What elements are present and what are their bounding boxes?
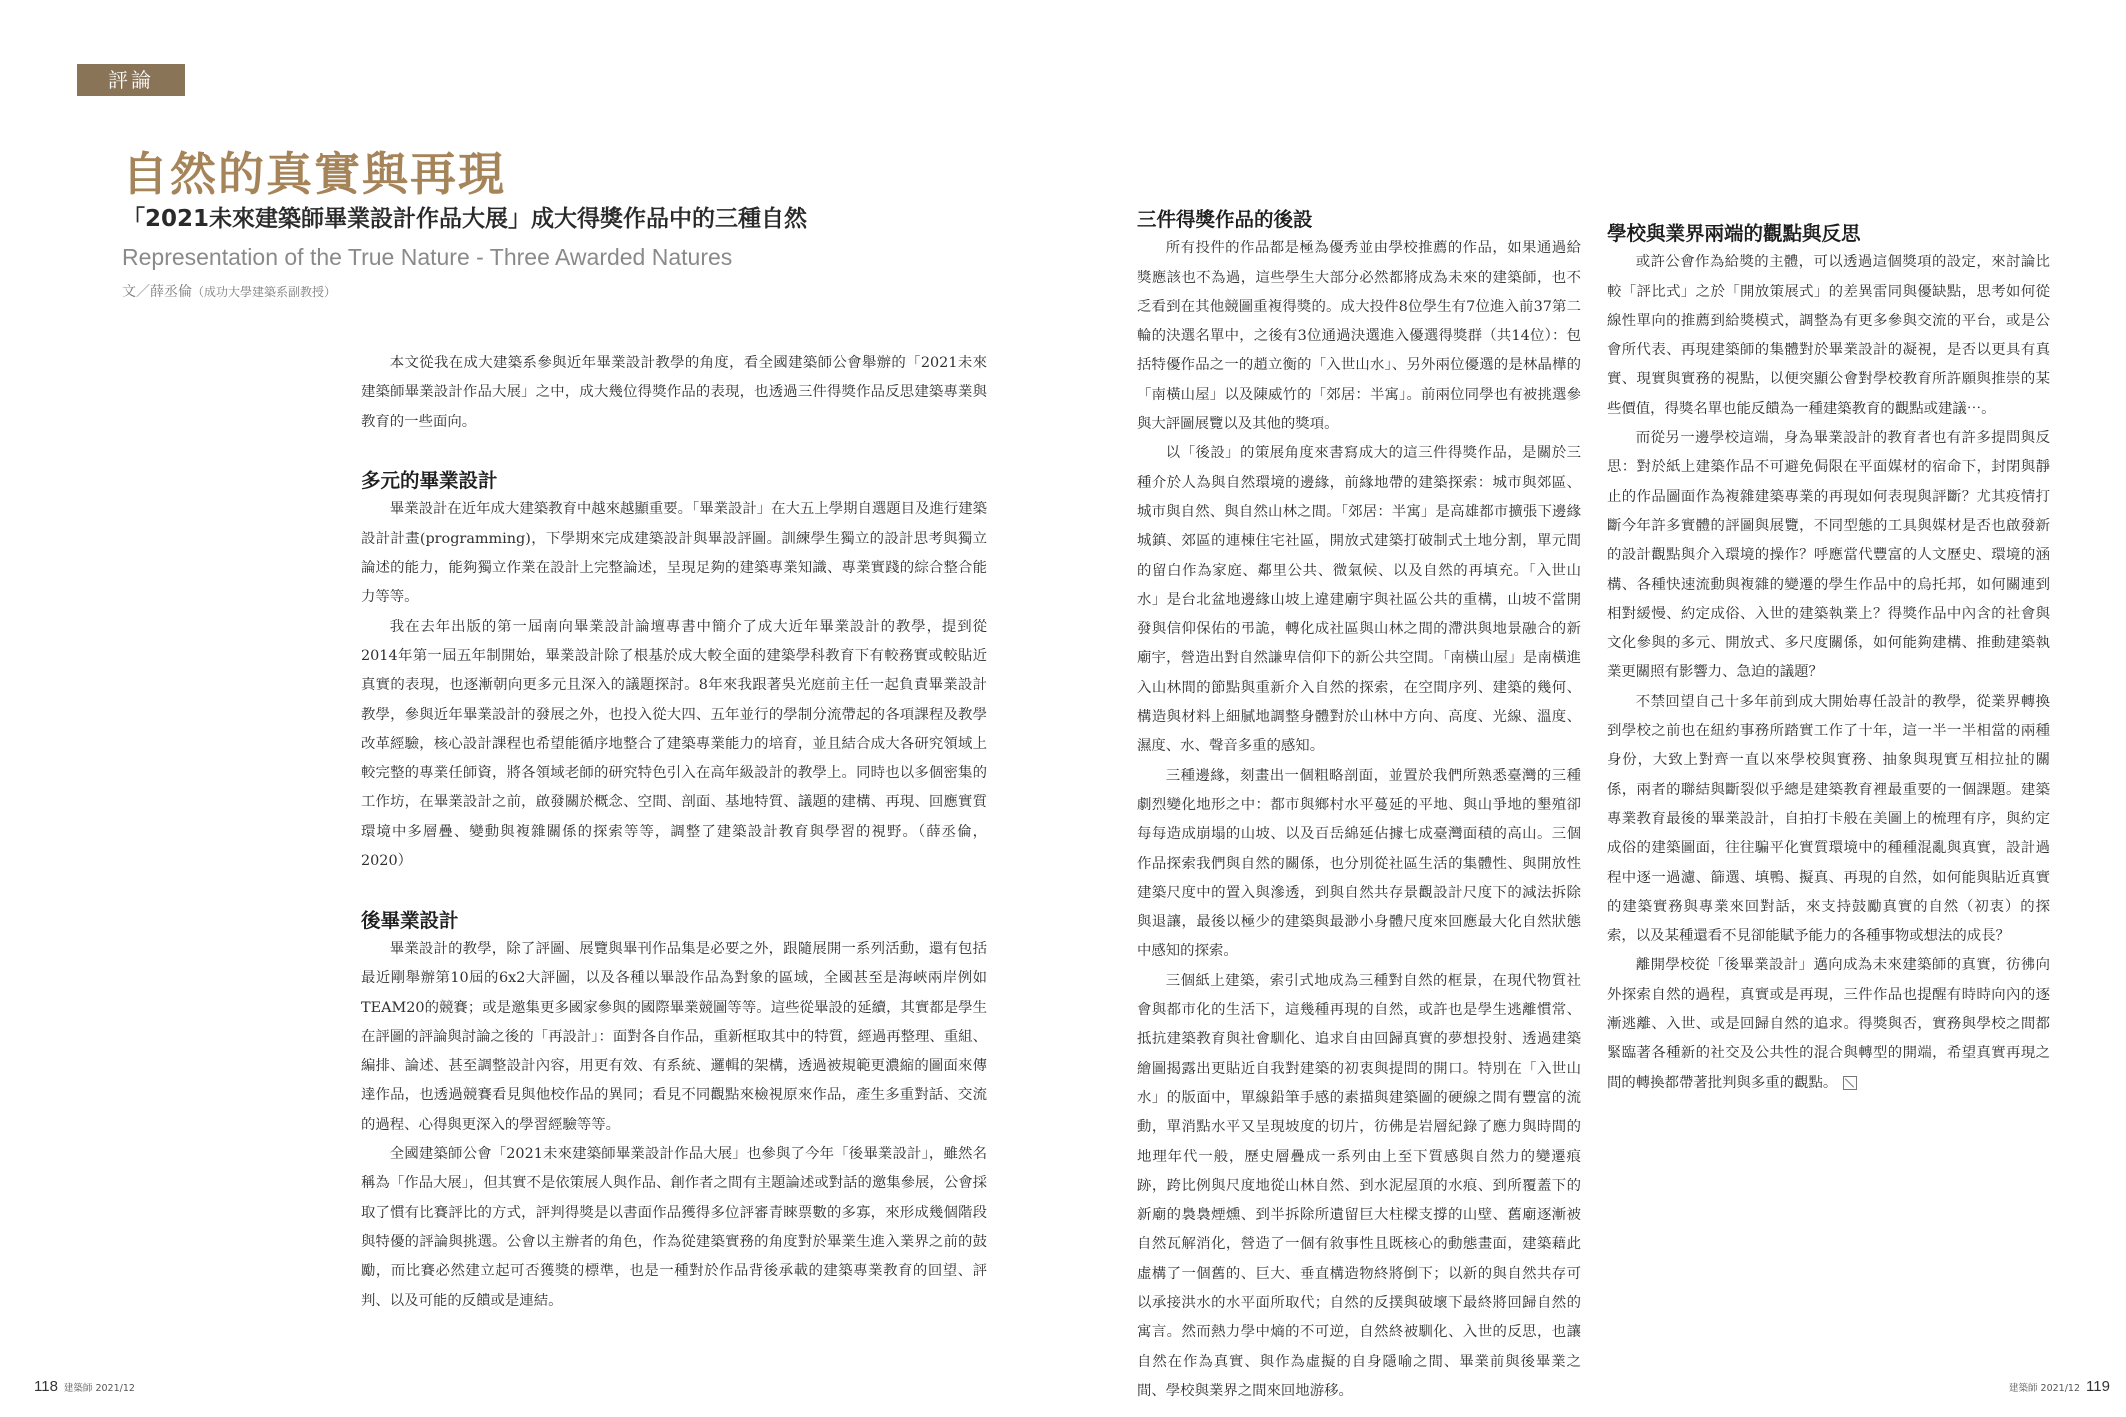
folio-left: [34, 1378, 141, 1395]
end-mark-icon: [1843, 1076, 1857, 1090]
section-heading-post-graduation: 後畢業設計: [361, 908, 459, 932]
page-number: 119: [2086, 1378, 2110, 1395]
section-heading-perspectives: 學校與業界兩端的觀點與反思: [1607, 222, 1861, 245]
article-title: 自然的真實與再現: [122, 147, 506, 201]
byline-affiliation: （成功大學建築系副教授）: [192, 285, 337, 299]
folio-right: [2003, 1378, 2110, 1395]
paragraph-text: 離開學校從「後畢業設計」邁向成為未來建築師的真實，彷彿向外探索自然的過程，真實或是再現，三件作品也提醒有時時向內的逐漸逃離、入世、或是回歸自然的追求。得獎與否，實務與學校之間都緊臨著各種新的社交及公共性的混合與轉型的開端，希望真實再現之間的轉換都帶著批判與多重的觀點。: [1607, 957, 2050, 1091]
section-tag: 評論: [77, 64, 185, 96]
section-heading-meta: 三件得獎作品的後設: [1137, 208, 1313, 231]
paragraph: 以「後設」的策展角度來書寫成大的這三件得獎作品，是關於三種介於人為與自然環境的邊緣，前緣地帶的建築探索：城市與郊區、城市與自然、與自然山林之間。「郊居：半寓」是高雄都市擴張下邊緣城鎮、郊區的連棟住宅社區，開放式建築打破制式土地分割，單元間的留白作為家庭、鄰里公共、微氣候、以及自然的再填充。「入世山水」是台北盆地邊緣山坡上違建廟宇與社區公共的重構，山坡不當開發與信仰保佑的弔詭，轉化成社區與山林之間的滯洪與地景融合的新廟宇，營造出對自然謙卑信仰下的新公共空間。「南橫山屋」是南橫進入山林間的節點與重新介入自然的探索，在空間序列、建築的幾何、構造與材料上細膩地調整身體對於山林中方向、高度、光線、溫度、濕度、水、聲音多重的感知。: [1137, 445, 1581, 755]
paragraph: 所有投件的作品都是極為優秀並由學校推薦的作品，如果通過給獎應該也不為過，這些學生大部分必然都將成為未來的建築師，也不乏看到在其他競圖重複得獎的。成大投件8位學生有7位進入前37第二輪的決選名單中，之後有3位通過決選進入優選得獎群（共14位）：包括特優作品之一的趙立衡的「入世山水」、另外兩位優選的是林晶樺的「南橫山屋」以及陳威竹的「郊居：半寓」。前兩位同學也有被挑選參與大評圖展覽以及其他的獎項。: [1137, 240, 1581, 433]
paragraph: 三種邊緣，刻畫出一個粗略剖面，並置於我們所熟悉臺灣的三種劇烈變化地形之中：都市與鄉村水平蔓延的平地、與山爭地的墾殖卻每每造成崩塌的山坡、以及百岳綿延佔據七成臺灣面積的高山。三個作品探索我們與自然的關係，也分別從社區生活的集體性、與開放性建築尺度中的置入與滲透，到與自然共存景觀設計尺度下的減法拆除與退讓，最後以極少的建築與最渺小身體尺度來回應最大化自然狀態中感知的探索。: [1137, 767, 1581, 960]
intro-paragraph: 本文從我在成大建築系參與近年畢業設計教學的角度，看全國建築師公會舉辦的「2021未來建築師畢業設計作品大展」之中，成大幾位得獎作品的表現，也透過三件得獎作品反思建築專業與教育的一些面向。: [361, 355, 987, 430]
magazine-issue: 建築師 2021/12: [63, 1383, 135, 1394]
byline-author: 文／薛丞倫: [122, 284, 192, 300]
column-1: [361, 349, 987, 1316]
paragraph-final: [1607, 951, 2050, 1097]
article-title-en: Representation of the True Nature - Three Awarded Natures: [122, 244, 733, 270]
paragraph: 不禁回望自己十多年前到成大開始專任設計的教學，從業界轉換到學校之前也在紐約事務所踏實工作了十年，這一半一半相當的兩種身份，大致上對齊一直以來學校與實務、抽象與現實互相拉扯的關係，兩者的聯結與斷裂似乎總是建築教育裡最重要的一個課題。建築專業教育最後的畢業設計，自拍打卡般在美圖上的梳理有序，與約定成俗的建築圖面，往往騙平化實質環境中的種種混亂與真實，設計過程中逐一過濾、篩選、填鴨、擬真、再現的自然，如何能與貼近真實的建築實務與專業來回對話，來支持鼓勵真實的自然（初衷）的探索，以及某種還看不見卻能賦予能力的各種事物或想法的成長？: [1607, 693, 2050, 945]
paragraph: 我在去年出版的第一屆南向畢業設計論壇專書中簡介了成大近年畢業設計的教學，提到從2014年第一屆五年制開始，畢業設計除了根基於成大較全面的建築學科教育下有較務實或較貼近真實的表現，也逐漸朝向更多元且深入的議題探討。8年來我跟著吳光庭前主任一起負責畢業設計教學，參與近年畢業設計的發展之外，也投入從大四、五年並行的學制分流帶起的各項課程及教學改革經驗，核心設計課程也希望能循序地整合了建築專業能力的培育，並且結合成大各研究領域上較完整的專業任師資，將各領域老師的研究特色引入在高年級設計的教學上。同時也以多個密集的工作坊，在畢業設計之前，啟發關於概念、空間、剖面、基地特質、議題的建構、再現、回應實質環境中多層疊、變動與複雜關係的探索等等，調整了建築設計教育與學習的視野。（薛丞倫，2020）: [361, 618, 987, 870]
paragraph: 三個紙上建築，索引式地成為三種對自然的框景，在現代物質社會與都市化的生活下，這幾種再現的自然，或許也是學生逃離慣常、抵抗建築教育與社會馴化、追求自由回歸真實的夢想投射、透過建築繪圖揭露出更貼近自我對建築的初衷與提問的開口。特別在「入世山水」的版面中，單線鉛筆手感的素描與建築圖的硬線之間有豐富的流動，單消點水平又呈現坡度的切片，彷佛是岩層紀錄了應力與時間的地理年代一般，歷史層疊成一系列由上至下質感與自然力的變遷痕跡，跨比例與尺度地從山林自然、到水泥屋頂的水痕、到所覆蓋下的新廟的裊裊煙燻、到半拆除所遺留巨大柱樑支撐的山壁、舊廟逐漸被自然瓦解消化，營造了一個有敘事性且既核心的動態畫面，建築藉此虛構了一個舊的、巨大、垂直構造物終將倒下；以新的與自然共存可以承接洪水的水平面所取代；自然的反撲與破壞下最終將回歸自然的寓言。然而熱力學中熵的不可逆，自然終被馴化、入世的反思，也讓自然在作為真實、與作為虛擬的自身隱喻之間、畢業前與後畢業之間、學校與業界之間來回地游移。: [1137, 972, 1581, 1399]
column-3: [1607, 205, 2050, 1098]
paragraph: 而從另一邊學校這端，身為畢業設計的教育者也有許多提問與反思：對於紙上建築作品不可避免侷限在平面媒材的宿命下，封閉與靜止的作品圖面作為複雜建築專業的再現如何表現與評斷？尤其疫情打斷今年許多實體的評圖與展覽，不同型態的工具與媒材是否也啟發新的設計觀點與介入環境的操作？呼應當代豐富的人文歷史、環境的涵構、各種快速流動與複雜的變遷的學生作品中的烏托邦，如何關連到相對緩慢、約定成俗、入世的建築執業上？得獎作品中內含的社會與文化參與的多元、開放式、多尺度關係，如何能夠建構、推動建築執業更關照有影響力、急迫的議題？: [1607, 430, 2050, 681]
paragraph: 畢業設計在近年成大建築教育中越來越顯重要。「畢業設計」在大五上學期自選題目及進行建築設計計畫(programming)，下學期來完成建築設計與畢設評圖。訓練學生獨立的設計思考與獨立論述的能力，能夠獨立作業在設計上完整論述，呈現足夠的建築專業知識、專業實踐的綜合整合能力等等。: [361, 501, 988, 606]
paragraph: 畢業設計的教學，除了評圖、展覽與畢刊作品集是必要之外，跟隨展開一系列活動，還有包括最近剛舉辦第10屆的6x2大評圖，以及各種以畢設作品為對象的區域，全國甚至是海峽兩岸例如TEAM20的競賽；或是邀集更多國家參與的國際畢業競圖等等。這些從畢設的延續，其實都是學生在評圖的評論與討論之後的「再設計」：面對各自作品，重新框取其中的特質，經過再整理、重組、編排、論述、甚至調整設計內容，用更有效、有系統、邏輯的架構，透過被規範更濃縮的圖面來傳達作品，也透過競賽看見與他校作品的異同；看見不同觀點來檢視原來作品，產生多重對話、交流的過程、心得與更深入的學習經驗等等。: [361, 940, 987, 1133]
section-heading-diverse: 多元的畢業設計: [361, 469, 498, 493]
column-2: [1137, 205, 1581, 1406]
page-number: 118: [34, 1378, 58, 1395]
paragraph: 或許公會作為給獎的主體，可以透過這個獎項的設定，來討論比較「評比式」之於「開放策展式」的差異雷同與優缺點，思考如何從線性單向的推薦到給獎模式，調整為有更多參與交流的平台，或是公會所代表、再現建築師的集體對於畢業設計的凝視，是否以更具有真實、現實與實務的視點，以便突顯公會對學校教育所許願與推崇的某些價值，得獎名單也能反饋為一種建築教育的觀點或建議⋯。: [1607, 254, 2050, 417]
byline: [122, 281, 336, 301]
article-subtitle: 「2021未來建築師畢業設計作品大展」成大得獎作品中的三種自然: [122, 206, 808, 232]
paragraph: 全國建築師公會「2021未來建築師畢業設計作品大展」也參與了今年「後畢業設計」，雖然名稱為「作品大展」，但其實不是依策展人與作品、創作者之間有主題論述或對話的邀集參展，公會採取了慣有比賽評比的方式，評判得獎是以書面作品獲得多位評審青睞票數的多寡，來形成幾個階段與特優的評論與挑選。公會以主辦者的角色，作為從建築實務的角度對於畢業生進入業界之前的鼓勵，而比賽必然建立起可否獲獎的標準，也是一種對於作品背後承載的建築專業教育的回望、評判、以及可能的反饋或是連結。: [361, 1146, 987, 1309]
magazine-issue: 建築師 2021/12: [2009, 1383, 2080, 1394]
